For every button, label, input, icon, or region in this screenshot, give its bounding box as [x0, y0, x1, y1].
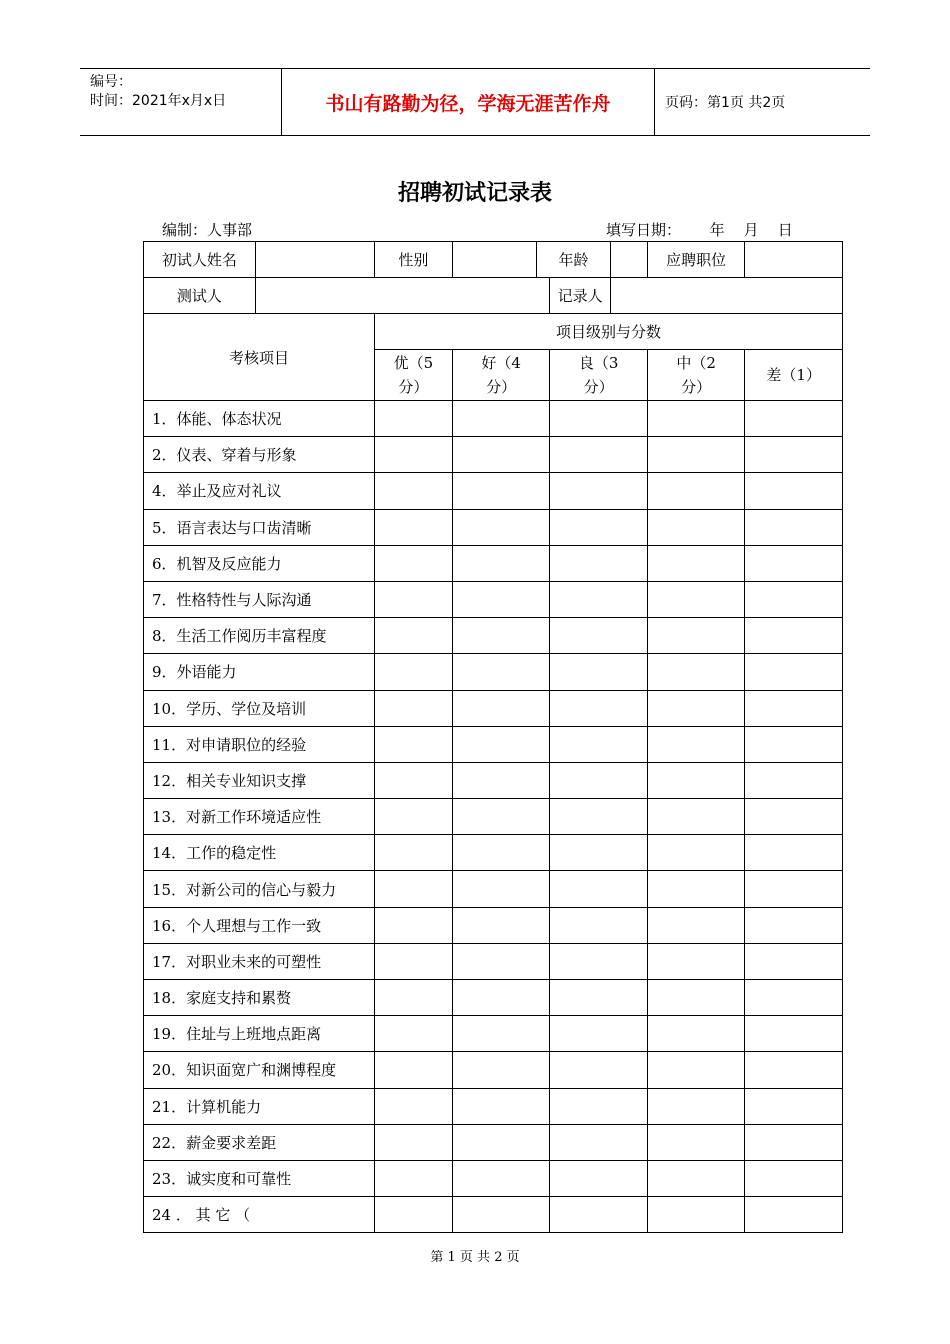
- table-row: [144, 980, 843, 1016]
- score-cell-average[interactable]: [647, 1124, 745, 1160]
- level-poor: 差（1）: [745, 350, 843, 401]
- score-cell-good[interactable]: [452, 943, 549, 979]
- score-cell-fair[interactable]: [550, 401, 648, 437]
- score-cell-average[interactable]: [647, 654, 745, 690]
- tester-field[interactable]: [255, 278, 550, 314]
- level-excellent: 优（5 分）: [374, 350, 452, 401]
- assessment-item-label: 16．个人理想与工作一致: [144, 907, 375, 943]
- score-cell-average[interactable]: [647, 762, 745, 798]
- assessment-item-label: 15．对新公司的信心与毅力: [144, 871, 375, 907]
- table-row: [144, 581, 843, 617]
- assessment-item-label: 10．学历、学位及培训: [144, 690, 375, 726]
- assessment-item-label: 6．机智及反应能力: [144, 545, 375, 581]
- tester-label: 测试人: [144, 278, 256, 314]
- score-cell-fair[interactable]: [550, 762, 648, 798]
- score-cell-good[interactable]: [452, 509, 549, 545]
- score-cell-average[interactable]: [647, 618, 745, 654]
- score-cell-excellent[interactable]: [374, 943, 452, 979]
- score-cell-good[interactable]: [452, 1160, 549, 1196]
- fill-date: 填写日期： 年 月 日: [606, 221, 793, 239]
- document-time-label: 时间：2021年x月x日: [90, 93, 227, 109]
- score-cell-good[interactable]: [452, 1016, 549, 1052]
- score-cell-poor[interactable]: [745, 401, 843, 437]
- score-cell-excellent[interactable]: [374, 581, 452, 617]
- score-cell-poor[interactable]: [745, 1160, 843, 1196]
- level-fair: 良（3 分）: [550, 350, 648, 401]
- score-cell-poor[interactable]: [745, 943, 843, 979]
- score-cell-excellent[interactable]: [374, 437, 452, 473]
- compiled-by: 编制：人事部: [162, 221, 253, 239]
- score-cell-fair[interactable]: [550, 545, 648, 581]
- score-cell-average[interactable]: [647, 907, 745, 943]
- recorder-label: 记录人: [550, 278, 611, 314]
- score-cell-excellent[interactable]: [374, 401, 452, 437]
- score-cell-excellent[interactable]: [374, 871, 452, 907]
- header-page-number: 页码：第1页 共2页: [665, 95, 786, 111]
- assessment-item-label: 1．体能、体态状况: [144, 401, 375, 437]
- score-cell-fair[interactable]: [550, 581, 648, 617]
- score-cell-poor[interactable]: [745, 473, 843, 509]
- level-good: 好（4 分）: [452, 350, 549, 401]
- score-cell-average[interactable]: [647, 1052, 745, 1088]
- table-row: [144, 1052, 843, 1088]
- table-row: [144, 1197, 843, 1233]
- score-cell-poor[interactable]: [745, 1052, 843, 1088]
- score-cell-average[interactable]: [647, 545, 745, 581]
- assessment-item-label: 19．住址与上班地点距离: [144, 1016, 375, 1052]
- table-row: [144, 401, 843, 437]
- score-cell-average[interactable]: [647, 980, 745, 1016]
- score-cell-excellent[interactable]: [374, 473, 452, 509]
- table-row: [144, 799, 843, 835]
- table-row: [144, 762, 843, 798]
- score-cell-excellent[interactable]: [374, 762, 452, 798]
- score-header-row: [144, 314, 843, 350]
- table-row: [144, 1016, 843, 1052]
- assessment-item-label: 20．知识面宽广和渊博程度: [144, 1052, 375, 1088]
- score-cell-average[interactable]: [647, 799, 745, 835]
- table-row: [144, 690, 843, 726]
- assessment-item-label: 2．仪表、穿着与形象: [144, 437, 375, 473]
- score-cell-fair[interactable]: [550, 835, 648, 871]
- score-cell-poor[interactable]: [745, 654, 843, 690]
- score-cell-average[interactable]: [647, 1160, 745, 1196]
- item-header: 考核项目: [144, 314, 375, 401]
- page-header: [80, 68, 870, 136]
- table-row: [144, 726, 843, 762]
- score-cell-fair[interactable]: [550, 943, 648, 979]
- score-cell-good[interactable]: [452, 690, 549, 726]
- table-row: [144, 437, 843, 473]
- score-cell-good[interactable]: [452, 581, 549, 617]
- score-cell-average[interactable]: [647, 1088, 745, 1124]
- assessment-item-label: 13．对新工作环境适应性: [144, 799, 375, 835]
- score-cell-poor[interactable]: [745, 762, 843, 798]
- score-cell-poor[interactable]: [745, 799, 843, 835]
- table-row: [144, 545, 843, 581]
- score-cell-fair[interactable]: [550, 1088, 648, 1124]
- position-label: 应聘职位: [647, 242, 745, 278]
- score-cell-average[interactable]: [647, 1016, 745, 1052]
- table-row: [144, 654, 843, 690]
- score-cell-fair[interactable]: [550, 1052, 648, 1088]
- score-cell-excellent[interactable]: [374, 690, 452, 726]
- assessment-item-label: 14．工作的稳定性: [144, 835, 375, 871]
- score-cell-fair[interactable]: [550, 473, 648, 509]
- score-cell-average[interactable]: [647, 581, 745, 617]
- table-row: [144, 473, 843, 509]
- score-cell-fair[interactable]: [550, 1124, 648, 1160]
- score-cell-poor[interactable]: [745, 871, 843, 907]
- table-row: [144, 907, 843, 943]
- score-cell-good[interactable]: [452, 654, 549, 690]
- score-cell-average[interactable]: [647, 726, 745, 762]
- page-footer: 第 1 页 共 2 页: [430, 1250, 520, 1265]
- score-cell-fair[interactable]: [550, 437, 648, 473]
- score-cell-fair[interactable]: [550, 1197, 648, 1233]
- score-cell-poor[interactable]: [745, 545, 843, 581]
- score-cell-good[interactable]: [452, 1197, 549, 1233]
- score-cell-excellent[interactable]: [374, 907, 452, 943]
- score-cell-good[interactable]: [452, 907, 549, 943]
- score-cell-poor[interactable]: [745, 907, 843, 943]
- table-row: [144, 1160, 843, 1196]
- score-cell-excellent[interactable]: [374, 980, 452, 1016]
- score-cell-good[interactable]: [452, 1088, 549, 1124]
- table-row: [144, 1088, 843, 1124]
- score-cell-poor[interactable]: [745, 726, 843, 762]
- table-row: [144, 943, 843, 979]
- score-cell-good[interactable]: [452, 1124, 549, 1160]
- score-cell-fair[interactable]: [550, 726, 648, 762]
- score-cell-good[interactable]: [452, 545, 549, 581]
- score-cell-good[interactable]: [452, 1052, 549, 1088]
- table-row: [144, 618, 843, 654]
- score-cell-excellent[interactable]: [374, 654, 452, 690]
- score-cell-poor[interactable]: [745, 835, 843, 871]
- score-cell-average[interactable]: [647, 509, 745, 545]
- gender-label: 性别: [374, 242, 452, 278]
- assessment-item-label: 5．语言表达与口齿清晰: [144, 509, 375, 545]
- score-cell-good[interactable]: [452, 618, 549, 654]
- score-cell-excellent[interactable]: [374, 1124, 452, 1160]
- score-cell-fair[interactable]: [550, 799, 648, 835]
- name-label: 初试人姓名: [144, 242, 256, 278]
- interview-record-table: [143, 241, 843, 1233]
- score-cell-excellent[interactable]: [374, 799, 452, 835]
- score-cell-poor[interactable]: [745, 980, 843, 1016]
- assessment-item-label: 7．性格特性与人际沟通: [144, 581, 375, 617]
- recorder-field[interactable]: [610, 278, 842, 314]
- score-cell-average[interactable]: [647, 835, 745, 871]
- score-cell-good[interactable]: [452, 980, 549, 1016]
- table-row: [144, 871, 843, 907]
- score-cell-fair[interactable]: [550, 980, 648, 1016]
- score-cell-good[interactable]: [452, 726, 549, 762]
- score-cell-excellent[interactable]: [374, 1160, 452, 1196]
- score-cell-excellent[interactable]: [374, 509, 452, 545]
- score-cell-excellent[interactable]: [374, 1052, 452, 1088]
- score-cell-average[interactable]: [647, 871, 745, 907]
- assessment-item-label: 12．相关专业知识支撑: [144, 762, 375, 798]
- score-cell-average[interactable]: [647, 1197, 745, 1233]
- score-cell-good[interactable]: [452, 473, 549, 509]
- assessment-item-label: 24 ． 其 它 （: [144, 1197, 375, 1233]
- score-cell-fair[interactable]: [550, 654, 648, 690]
- score-cell-poor[interactable]: [745, 690, 843, 726]
- score-cell-average[interactable]: [647, 943, 745, 979]
- gender-field[interactable]: [452, 242, 536, 278]
- score-cell-excellent[interactable]: [374, 1197, 452, 1233]
- position-field[interactable]: [745, 242, 843, 278]
- assessment-item-label: 22．薪金要求差距: [144, 1124, 375, 1160]
- score-cell-average[interactable]: [647, 690, 745, 726]
- age-label: 年龄: [537, 242, 611, 278]
- table-row: [144, 509, 843, 545]
- score-cell-poor[interactable]: [745, 1124, 843, 1160]
- form-title: 招聘初试记录表: [397, 180, 552, 206]
- score-cell-poor[interactable]: [745, 509, 843, 545]
- assessment-item-label: 11．对申请职位的经验: [144, 726, 375, 762]
- score-cell-fair[interactable]: [550, 618, 648, 654]
- score-cell-excellent[interactable]: [374, 726, 452, 762]
- score-cell-poor[interactable]: [745, 618, 843, 654]
- info-row-1: [144, 242, 843, 278]
- score-cell-excellent[interactable]: [374, 1016, 452, 1052]
- score-cell-fair[interactable]: [550, 1160, 648, 1196]
- score-cell-good[interactable]: [452, 762, 549, 798]
- score-cell-poor[interactable]: [745, 437, 843, 473]
- assessment-item-label: 17．对职业未来的可塑性: [144, 943, 375, 979]
- assessment-item-label: 21．计算机能力: [144, 1088, 375, 1124]
- score-cell-poor[interactable]: [745, 1088, 843, 1124]
- table-row: [144, 835, 843, 871]
- assessment-item-label: 4．举止及应对礼议: [144, 473, 375, 509]
- score-cell-fair[interactable]: [550, 1016, 648, 1052]
- header-motto: 书山有路勤为径，学海无涯苦作舟: [282, 69, 655, 135]
- info-row-2: [144, 278, 843, 314]
- assessment-item-label: 18．家庭支持和累赘: [144, 980, 375, 1016]
- score-cell-good[interactable]: [452, 835, 549, 871]
- score-cell-fair[interactable]: [550, 871, 648, 907]
- score-cell-average[interactable]: [647, 473, 745, 509]
- name-field[interactable]: [255, 242, 374, 278]
- assessment-item-label: 23．诚实度和可靠性: [144, 1160, 375, 1196]
- score-cell-average[interactable]: [647, 437, 745, 473]
- score-cell-poor[interactable]: [745, 1197, 843, 1233]
- score-header: 项目级别与分数: [374, 314, 842, 350]
- score-cell-fair[interactable]: [550, 907, 648, 943]
- age-field[interactable]: [610, 242, 647, 278]
- assessment-items: [144, 401, 843, 1233]
- assessment-item-label: 8．生活工作阅历丰富程度: [144, 618, 375, 654]
- score-cell-fair[interactable]: [550, 509, 648, 545]
- score-cell-good[interactable]: [452, 871, 549, 907]
- score-cell-poor[interactable]: [745, 581, 843, 617]
- score-cell-excellent[interactable]: [374, 835, 452, 871]
- header-left: [80, 69, 282, 135]
- score-cell-excellent[interactable]: [374, 545, 452, 581]
- score-cell-fair[interactable]: [550, 690, 648, 726]
- assessment-item-label: 9．外语能力: [144, 654, 375, 690]
- table-row: [144, 1124, 843, 1160]
- level-average: 中（2 分）: [647, 350, 745, 401]
- score-cell-average[interactable]: [647, 401, 745, 437]
- score-cell-poor[interactable]: [745, 1016, 843, 1052]
- score-cell-excellent[interactable]: [374, 618, 452, 654]
- score-cell-good[interactable]: [452, 401, 549, 437]
- score-cell-excellent[interactable]: [374, 1088, 452, 1124]
- document-number-label: 编号：: [90, 74, 132, 90]
- score-cell-good[interactable]: [452, 437, 549, 473]
- score-cell-good[interactable]: [452, 799, 549, 835]
